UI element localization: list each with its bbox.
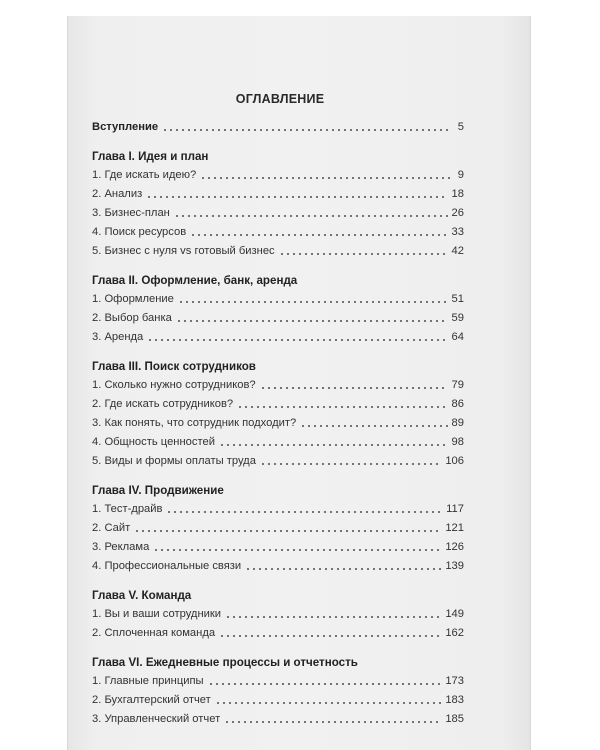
table-of-contents <box>92 92 464 729</box>
toc-item <box>92 166 464 185</box>
dot-leader <box>174 215 448 217</box>
dot-leader <box>260 463 441 465</box>
toc-item-label: 5. Бизнес с нуля vs готовый бизнес <box>92 245 275 257</box>
toc-item <box>92 376 464 395</box>
dot-leader <box>190 234 447 236</box>
toc-item-label: 3. Как понять, что сотрудник подходит? <box>92 417 297 429</box>
toc-item-page: 26 <box>451 207 464 219</box>
toc-item-page: 51 <box>451 293 464 305</box>
toc-item-page: 185 <box>445 713 464 725</box>
toc-item-label: 2. Бухгалтерский отчет <box>92 694 211 706</box>
dot-leader <box>176 320 448 322</box>
toc-item <box>92 500 464 519</box>
toc-item <box>92 433 464 452</box>
toc-item-page: 98 <box>451 436 464 448</box>
toc-item-label: 1. Главные принципы <box>92 675 204 687</box>
toc-item-page: 64 <box>451 331 464 343</box>
toc-item <box>92 242 464 261</box>
toc-chapter-3 <box>92 357 464 471</box>
toc-item-label: 1. Сколько нужно сотрудников? <box>92 379 256 391</box>
toc-item <box>92 223 464 242</box>
toc-item-label: 2. Сайт <box>92 522 131 534</box>
toc-chapter-4 <box>92 481 464 576</box>
toc-item-page: 106 <box>445 455 464 467</box>
dot-leader <box>153 549 441 551</box>
dot-leader <box>219 444 448 446</box>
toc-item-page: 42 <box>451 245 464 257</box>
toc-item-label: 2. Выбор банка <box>92 312 172 324</box>
toc-chapter-5 <box>92 586 464 643</box>
toc-item-page: 86 <box>451 398 464 410</box>
dot-leader <box>224 721 441 723</box>
toc-item-page: 117 <box>446 503 464 515</box>
dot-leader <box>219 635 441 637</box>
dot-leader <box>300 425 447 427</box>
toc-item-label: 1. Вы и ваши сотрудники <box>92 608 222 620</box>
toc-item <box>92 557 464 576</box>
dot-leader <box>178 301 448 303</box>
toc-item-page: 18 <box>451 188 464 200</box>
toc-item <box>92 204 464 223</box>
toc-item-label: 3. Бизнес-план <box>92 207 170 219</box>
toc-item <box>92 414 464 433</box>
toc-item-page: 183 <box>445 694 464 706</box>
toc-chapter-2 <box>92 271 464 347</box>
toc-item-label: 2. Сплоченная команда <box>92 627 216 639</box>
toc-item <box>92 452 464 471</box>
chapter-title: Глава IV. Продвижение <box>92 484 224 497</box>
dot-leader <box>260 387 448 389</box>
toc-item <box>92 691 464 710</box>
chapter-title: Глава III. Поиск сотрудников <box>92 360 256 373</box>
toc-item-label: 2. Анализ <box>92 188 143 200</box>
toc-item-label: 3. Реклама <box>92 541 150 553</box>
toc-item-page: 89 <box>451 417 464 429</box>
toc-item-label: 4. Общность ценностей <box>92 436 215 448</box>
toc-item <box>92 672 464 691</box>
chapter-title: Глава I. Идея и план <box>92 150 209 163</box>
toc-item-label: 1. Где искать идею? <box>92 169 197 181</box>
toc-item <box>92 538 464 557</box>
toc-item <box>92 710 464 729</box>
toc-chapter-1 <box>92 147 464 261</box>
toc-item-page: 149 <box>445 608 464 620</box>
toc-item-page: 79 <box>451 379 464 391</box>
toc-intro-label: Вступление <box>92 121 159 133</box>
dot-leader <box>225 616 441 618</box>
chapter-title: Глава VI. Ежедневные процессы и отчетность <box>92 656 358 669</box>
toc-item <box>92 309 464 328</box>
toc-item-page: 139 <box>445 560 464 572</box>
dot-leader <box>146 196 447 198</box>
toc-chapter-6 <box>92 653 464 729</box>
dot-leader <box>200 177 450 179</box>
toc-item-label: 1. Оформление <box>92 293 174 305</box>
toc-item-label: 4. Профессиональные связи <box>92 560 242 572</box>
toc-item-label: 3. Аренда <box>92 331 144 343</box>
toc-item-page: 59 <box>451 312 464 324</box>
toc-item-page: 126 <box>445 541 464 553</box>
toc-intro-row <box>92 118 464 137</box>
toc-item <box>92 290 464 309</box>
toc-item <box>92 328 464 347</box>
toc-intro-page: 5 <box>457 121 464 133</box>
dot-leader <box>134 530 441 532</box>
dot-leader <box>208 683 442 685</box>
dot-leader <box>147 339 447 341</box>
toc-item <box>92 395 464 414</box>
toc-item <box>92 624 464 643</box>
toc-item-page: 121 <box>445 522 464 534</box>
toc-item-label: 5. Виды и формы оплаты труда <box>92 455 256 467</box>
dot-leader <box>237 406 447 408</box>
dot-leader <box>166 511 442 513</box>
dot-leader <box>215 702 442 704</box>
toc-item-page: 33 <box>451 226 464 238</box>
chapter-title: Глава V. Команда <box>92 589 192 602</box>
toc-item <box>92 185 464 204</box>
dot-leader <box>279 253 448 255</box>
toc-title: ОГЛАВЛЕНИЕ <box>235 92 325 106</box>
chapter-title: Глава II. Оформление, банк, аренда <box>92 274 298 287</box>
toc-item <box>92 519 464 538</box>
toc-item-label: 3. Управленческий отчет <box>92 713 221 725</box>
toc-item-page: 162 <box>445 627 464 639</box>
dot-leader <box>162 129 450 131</box>
dot-leader <box>245 568 441 570</box>
toc-item-page: 173 <box>445 675 464 687</box>
toc-item-label: 4. Поиск ресурсов <box>92 226 187 238</box>
toc-item-label: 2. Где искать сотрудников? <box>92 398 234 410</box>
toc-item-page: 9 <box>457 169 464 181</box>
toc-item-label: 1. Тест-драйв <box>92 503 163 515</box>
toc-item <box>92 605 464 624</box>
